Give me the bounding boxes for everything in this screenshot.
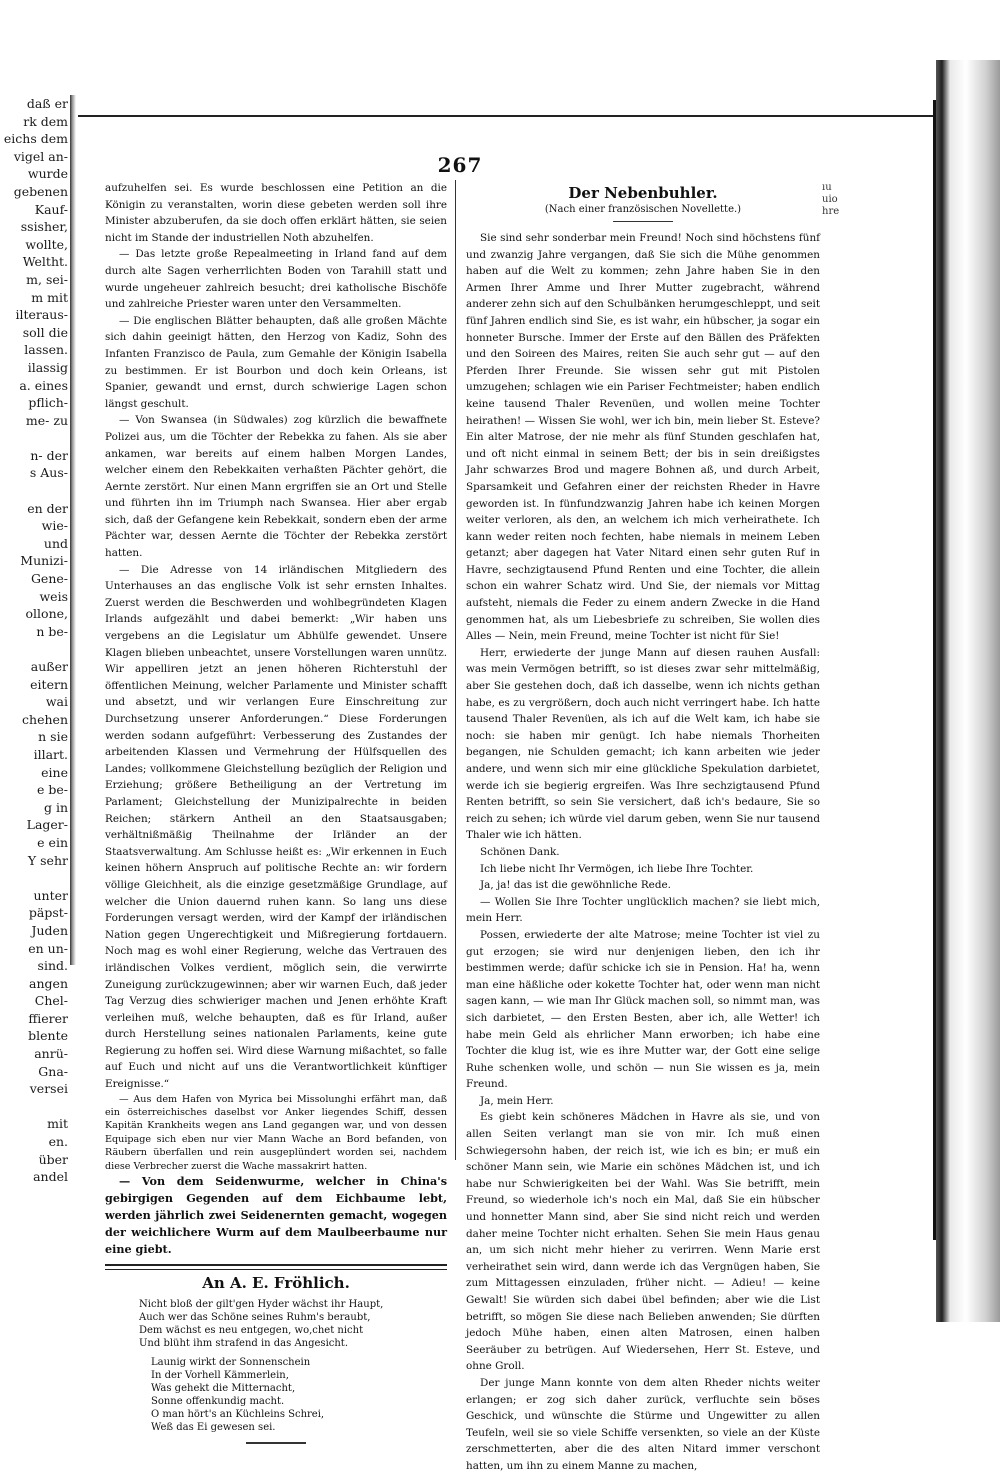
gutter-fragment: gebenen <box>13 183 68 199</box>
margin-fragment: uio <box>822 194 838 205</box>
gutter-fragment: daß er <box>26 96 68 111</box>
poem-end-rule <box>246 1442 306 1444</box>
poem-line: Und blüht ihm strafend in das Angesicht. <box>139 1338 348 1350</box>
gutter-fragment: e be- <box>37 782 68 798</box>
story-subtitle: (Nach einer französischen Novellette.) <box>544 204 742 215</box>
story-paragraph: — Wollen Sie Ihre Tochter unglücklich machen? sie liebt mich, mein Herr. <box>466 895 820 925</box>
gutter-fragment: Gna- <box>38 1063 68 1079</box>
gutter-fragment: wai <box>45 694 68 710</box>
story-title: Der Nebenbuhler. <box>568 184 718 202</box>
poem-line: O man hört's an Küchleins Schrei, <box>151 1409 325 1421</box>
gutter-fragment: rk dem <box>23 113 68 129</box>
page-fold-shadow <box>70 95 76 965</box>
gutter-fragment: illart. <box>33 746 68 762</box>
gutter-fragment: Chel- <box>34 993 68 1009</box>
story-paragraph: Herr, erwiederte der junge Mann auf diesen rauhen Ausfall: was mein Vermögen betrifft, so ist dieses zwar sehr mittelmäßig, aber Sie gestehen doch, daß ich dasselbe, wenn ich nichts gethan habe, es zu vergrößern, doch auch nicht verringert habe. Ich hatte tausend Thaler Revenüen, als ich auf die Welt kam, ich habe sie noch: sie haben mir genügt. Ich habe niemals Thorheiten begangen, nie Schulden gemacht; ich kann arbeiten wie jeder andere, und wenn sich mir eine glückliche Spekulation darbietet, werde ich sie begierig ergreifen. Was Ihre sechzigtausend Pfund Renten betrifft, so sein Sie versichert, daß ich's bedaure, Sie so reich zu sehen; ich würde viel darum geben, wenn Sie nur tausend Thaler wie ich hätten. <box>466 646 820 842</box>
gutter-fragment: angen <box>29 975 68 991</box>
page-right-edge-shadow <box>936 60 1000 1322</box>
gutter-fragment: und <box>43 535 68 551</box>
news-paragraph: — Die englischen Blätter behaupten, daß alle großen Mächte sich dahin geeinigt hätten, den Herzog von Kadiz, Sohn des Infanten Franzisco de Paula, zum Gemahle der Königin Isabella zu bestimmen. Er ist Bourbon und doch kein Orleans, ist Spanier, gewandt und ernst, durch schwierige Lagen schon längst geschult. <box>105 314 447 410</box>
gutter-fragment: a. eines <box>19 377 68 393</box>
gutter-fragment: wurde <box>27 166 68 182</box>
gutter-fragment <box>0 640 68 658</box>
gutter-fragment: n- der <box>30 447 68 463</box>
gutter-fragment: Munizi- <box>20 553 68 569</box>
gutter-fragment: Kauf- <box>34 201 68 217</box>
left-column <box>105 180 447 1444</box>
gutter-fragment: ffierer <box>28 1010 68 1026</box>
gutter-fragment: Gene- <box>30 571 68 587</box>
gutter-fragment: m, sei- <box>26 271 68 287</box>
gutter-fragment: me- zu <box>25 412 68 428</box>
gutter-fragment: wollte, <box>25 236 68 252</box>
poem-line: Was gehekt die Mitternacht, <box>151 1383 296 1395</box>
gutter-fragment <box>0 482 68 500</box>
news-paragraph: aufzuhelfen sei. Es wurde beschlossen eine Petition an die Königin zu veranstalten, worin diese gebeten werden soll ihre Minister abzuberufen, da sie doch offen erklärt hätten, sie seien nicht im Stande der industriellen Noth abzuhelfen. <box>105 182 447 244</box>
gutter-fragment: ssisher, <box>20 219 68 235</box>
gutter-fragment: chehen <box>22 711 68 727</box>
poem-line: Dem wächst es neu entgegen, wo,chet nicht <box>139 1325 364 1337</box>
margin-fragment: ıu <box>822 182 832 193</box>
gutter-fragment: andel <box>33 1169 68 1185</box>
poem-line: Launig wirkt der Sonnenschein <box>151 1357 311 1369</box>
story-paragraph: Ja, ja! das ist die gewöhnliche Rede. <box>480 879 671 892</box>
column-divider <box>455 180 456 1160</box>
news-paragraphs <box>105 180 447 1258</box>
poem-line: In der Vorhell Kämmerlein, <box>151 1370 289 1382</box>
gutter-fragment <box>0 1098 68 1116</box>
gutter-fragment <box>0 869 68 887</box>
story-paragraph: Ja, mein Herr. <box>480 1094 554 1107</box>
gutter-fragment: außer <box>30 659 68 674</box>
gutter-fragment: en. <box>48 1134 68 1150</box>
news-paragraph: — Von dem Seidenwurme, welcher in China's gebirgigen Gegenden auf dem Eichbaume lebt, werden jährlich zwei Seidenernten gemacht, wogegen der weichlichere Wurm auf dem Maulbeerbaume nur eine giebt. <box>105 1174 447 1257</box>
gutter-fragment: eitern <box>30 676 68 692</box>
story-paragraph: Sie sind sehr sonderbar mein Freund! Noch sind höchstens fünf und zwanzig Jahre vergangen, daß Sie sich die Mühe genommen haben auf die Welt zu kommen; zehn Jahre haben Sie in den Armen Ihrer Amme und Ihrer Mutter zugebracht, während anderer zehn sich auf den Schulbänken herumgeschleppt, und seit fünf Jahren endlich sind Sie, es ist wahr, ein hübscher, ja sogar ein honneter Bursche. Immer der Erste auf den Bällen des Präfekten und den Soireen des Maires, reiten Sie auch sehr gut — auf den Pferden Ihrer Freunde. Sie wissen sehr gut mit Pistolen umzugehen; schlagen wie ein Pariser Fechtmeister; haben endlich keine tausend Thaler Revenüen, und wollen meine Tochter heirathen! — Wissen Sie wohl, wer ich bin, mein lieber St. Esteve? Ein alter Matrose, der nie mehr als fünf Stunden geschlafen hat, und oft nicht einmal in seinem Bett; der bis in sein dreißigstes Jahr schwarzes Brod und magere Bohnen aß, und durch Arbeit, Sparsamkeit und Gefahren einer der reichsten Rheder in Havre geworden ist. In fünfundzwanzig Jahren habe ich keinen Morgen weiter verloren, als den, an welchem ich mich verheirathete. Ich kann weder reiten noch fechten, habe niemals in meinem Leben getanzt; aber dagegen hat Vater Nitard einen sehr guten Ruf in Havre, sechzigtausend Pfund Renten und eine Tochter, die allein schon ein wahrer Schatz wird. Und Sie, der niemals vor Mittag aufsteht, niemals die Feder zu einem andern Zwecke in die Hand genommen hat, als um Liebesbriefe zu schreiben, Sie wollen dies Alles — Nein, mein Freund, meine Tochter ist nicht für Sie! <box>466 232 820 643</box>
poem-line: Sonne offenkundig macht. <box>151 1396 285 1408</box>
gutter-fragment: ollone, <box>25 606 68 622</box>
poem-line: Weß das Ei gewesen sei. <box>151 1422 276 1434</box>
poem-body <box>139 1298 447 1434</box>
gutter-fragment: Lager- <box>26 817 68 833</box>
story-paragraphs <box>466 230 820 1475</box>
gutter-fragment: pflich- <box>28 395 68 411</box>
gutter-fragment: wie- <box>41 518 68 534</box>
gutter-fragment: sind. <box>37 958 68 974</box>
gutter-fragment: eichs dem <box>3 131 68 147</box>
story-paragraph: Es giebt kein schöneres Mädchen in Havre als sie, und von allen Seiten verlangt man sie von mir. Ich muß einen Schwiegersohn haben, der reich ist, wie ich es bin; er muß ein schöner Mann sein, wie Marie ein schönes Mädchen ist, und ich habe nur Schwierigkeiten bei der Wahl. Was Sie betrifft, mein Freund, so wiederhole ich's noch ein Mal, daß Sie ein hübscher und honnetter Mann sind, aber Sie sind nicht reich und werden daher meine Tochter nicht erhalten. Sehen Sie mein Haus genau an, um sich nicht mehr hieher zu verirren. Wenn Marie erst verheirathet sein wird, dann werde ich das Vergnügen haben, Sie zum Mittagessen einzuladen, früher nicht. — Adieu! — keine Gewalt! Sie würden sich dabei übel befinden; aber wie die List betrifft, so mögen Sie diese nach Belieben anwenden; Sie dürften jedoch Mühe haben, einen alten Matrosen, einen halben Seeräuber zu betrügen. Auf Wiedersehen, Herr St. Esteve, und ohne Groll. <box>466 1111 820 1373</box>
gutter-fragment: m mit <box>31 289 68 305</box>
gutter-fragment: weis <box>39 588 68 604</box>
gutter-fragment: n be- <box>36 623 68 639</box>
gutter-fragment: mit <box>47 1116 68 1132</box>
poem-line: Nicht bloß der gilt'gen Hyder wächst ihr Haupt, <box>139 1299 384 1311</box>
gutter-fragment: soll die <box>22 324 68 340</box>
gutter-fragment: e ein <box>37 834 68 850</box>
gutter-fragment: n sie <box>38 729 68 745</box>
news-paragraph: — Das letzte große Repealmeeting in Irland fand auf dem durch alte Sagen verherrlichten Boden von Tarahill statt und wurde ungeheuer zahlreich besucht; drei katholische Bischöfe und zahlreiche Priester waren unter den Versammelten. <box>105 248 447 311</box>
poem-line: Auch wer das Schöne seines Ruhm's beraubt, <box>139 1312 371 1324</box>
gutter-fragment: g in <box>43 799 68 815</box>
gutter-fragment: en der <box>27 500 68 516</box>
story-paragraph: Possen, erwiederte der alte Matrose; meine Tochter ist viel zu gut erzogen; sie wird nur denjenigen lieben, den ich ihr bestimmen werde; dafür schicke ich sie in Pension. Ha! ha, wenn man eine häßliche oder kokette Tochter hat, oder wenn man nicht sagen kann, — wie man Ihr Glück machen soll, so nimmt man, was sich darbietet, — den Ersten Besten, aber ich, alle Wetter! ich habe mein Geld als ehrlicher Mann erworben; ich habe eine Tochter die klug ist, wie es ihre Mutter war, der Gott eine selige Ruhe schenken wolle, und schön — nun Sie wissen es ja, mein Freund. <box>466 928 820 1091</box>
gutter-fragment: blente <box>28 1028 68 1044</box>
news-paragraph: — Von Swansea (in Südwales) zog kürzlich die bewaffnete Polizei aus, um die Töchter der Rebekka zu fahen. Als sie aber ankamen, war bereits auf einem halben Morgen Landes, welcher einem den Rebekkaiten verhaßten Pächter gehört, die Aernte zerstört. Nur einen Mann ergriffen sie an Ort und Stelle und führten ihn im Triumph nach Swansea. Hier aber ergab sich, daß der Gefangene kein Rebekkait, sondern eben der arme Pächter war, dessen Aernte die Töchter der Rebekka zerstört hatten. <box>105 414 447 560</box>
gutter-fragment: unter <box>33 887 68 903</box>
page-right-border <box>900 100 936 1240</box>
gutter-fragment: lassen. <box>24 342 68 358</box>
story-paragraph: Schönen Dank. <box>480 845 560 858</box>
gutter-fragment: päpst- <box>28 905 68 921</box>
gutter-fragment: über <box>38 1151 68 1167</box>
gutter-fragment: eine <box>41 764 68 780</box>
margin-fragment: hre <box>822 206 840 217</box>
gutter-fragment: ilteraus- <box>15 307 68 323</box>
story-title-rule <box>613 221 673 222</box>
story-paragraph: Ich liebe nicht Ihr Vermögen, ich liebe Ihre Tochter. <box>480 862 754 875</box>
news-paragraph: — Aus dem Hafen von Myrica bei Missolunghi erfährt man, daß ein österreichisches daselbst vor Anker liegendes Schiff, dessen Kapitän Krankheits wegen ans Land gegangen war, und von dessen Equipage sich eben nur vier Mann Wache an Bord befanden, von Räubern überfallen und rein ausgeplündert worden sei, nachdem diese Verbrecher zuerst die Wache massakrirt hatten. <box>105 1093 447 1172</box>
gutter-fragment: s Aus- <box>29 465 68 481</box>
gutter-fragment <box>0 429 68 447</box>
right-margin-fragments <box>822 182 862 218</box>
gutter-fragment: Y sehr <box>27 852 68 868</box>
news-paragraph: — Die Adresse von 14 irländischen Mitgliedern des Unterhauses an das englische Volk ist sehr ernsten Inhaltes. Zuerst werden die Beschwerden und wohlbegründeten Klagen Irlands aufgezählt und dabei bemerkt: „Wir haben uns vergebens an die Legislatur um Abhülfe gewendet. Unsere Klagen blieben unbeachtet, unsere Vorstellungen waren unnütz. Wir appelliren jetzt an jenen höheren Richterstuhl der öffentlichen Meinung, welcher Parlamente und Minister schafft und absetzt, und wir verlangen Eure Einschreitung zur Durchsetzung unserer Anforderungen.“ Diese Forderungen werden sodann aufgeführt: Verbesserung des Zustandes der arbeitenden Klassen und Vermehrung der Hülfsquellen des Landes; vollkommene Gleichstellung bezüglich der Religion und Erziehung; größere Betheiligung an der Vertretung im Parlament; Gleichstellung der Munizipalrechte in beiden Reichen; stärkern Antheil an den Staatsausgaben; verhältnißmäßig Theilnahme der Irländer an der Staatsverwaltung. Am Schlusse heißt es: „Wir erkennen in Euch keinen höhern Anspruch auf politische Rechte an: wir fordern völlige Gleichheit, als die einzige gesetzmäßige Grundlage, auf welcher die Union dauernd ruhen kann. So lang uns diese Forderungen versagt werden, wird der Kampf der irländischen Nation gegen Ungerechtigkeit und Mißregierung fortdauern. Noch mag es wohl einer Regierung, welche das Vertrauen des irländischen Volkes verdient, möglich sein, die verwirrte Zuneigung zurückzugewinnen; aber wir warnen Euch, daß jeder Tag Verzug dies schwieriger machen und Jenen erhöhte Kraft verleihen muß, welche behaupten, daß es für Irland, außer durch Herstellung seines nationalen Parlaments, keine gute Regierung zu hoffen sei. Wird diese Warnung mißachtet, so falle auf Euch und nicht auf uns die Verantwortlichkeit künftiger Ereignisse.“ <box>105 563 447 1091</box>
gutter-fragment: en un- <box>28 940 68 956</box>
gutter-fragment: versei <box>29 1081 68 1097</box>
right-column <box>466 180 820 1475</box>
left-page-gutter-text <box>0 95 68 1185</box>
gutter-fragment: anrü- <box>34 1046 68 1062</box>
gutter-fragment: Weltht. <box>22 254 68 270</box>
section-divider <box>105 1264 447 1270</box>
gutter-fragment: ilassig <box>27 359 68 375</box>
gutter-fragment: Juden <box>31 922 68 938</box>
story-paragraph: Der junge Mann konnte von dem alten Rheder nichts weiter erlangen; er zog sich daher zurück, verfluchte sein böses Geschick, und wünschte die Stürme und Ungewitter zu allen Teufeln, weil sie so viele Schiffe versenkten, so viele an der Küste zerschmetterten, aber die des alten Nitard immer verschont hatten, um ihn zu einem Manne zu machen, <box>466 1376 820 1472</box>
gutter-fragment: vigel an- <box>13 148 68 164</box>
page-number: 267 <box>437 153 483 177</box>
poem-title: An A. E. Fröhlich. <box>202 1274 350 1293</box>
